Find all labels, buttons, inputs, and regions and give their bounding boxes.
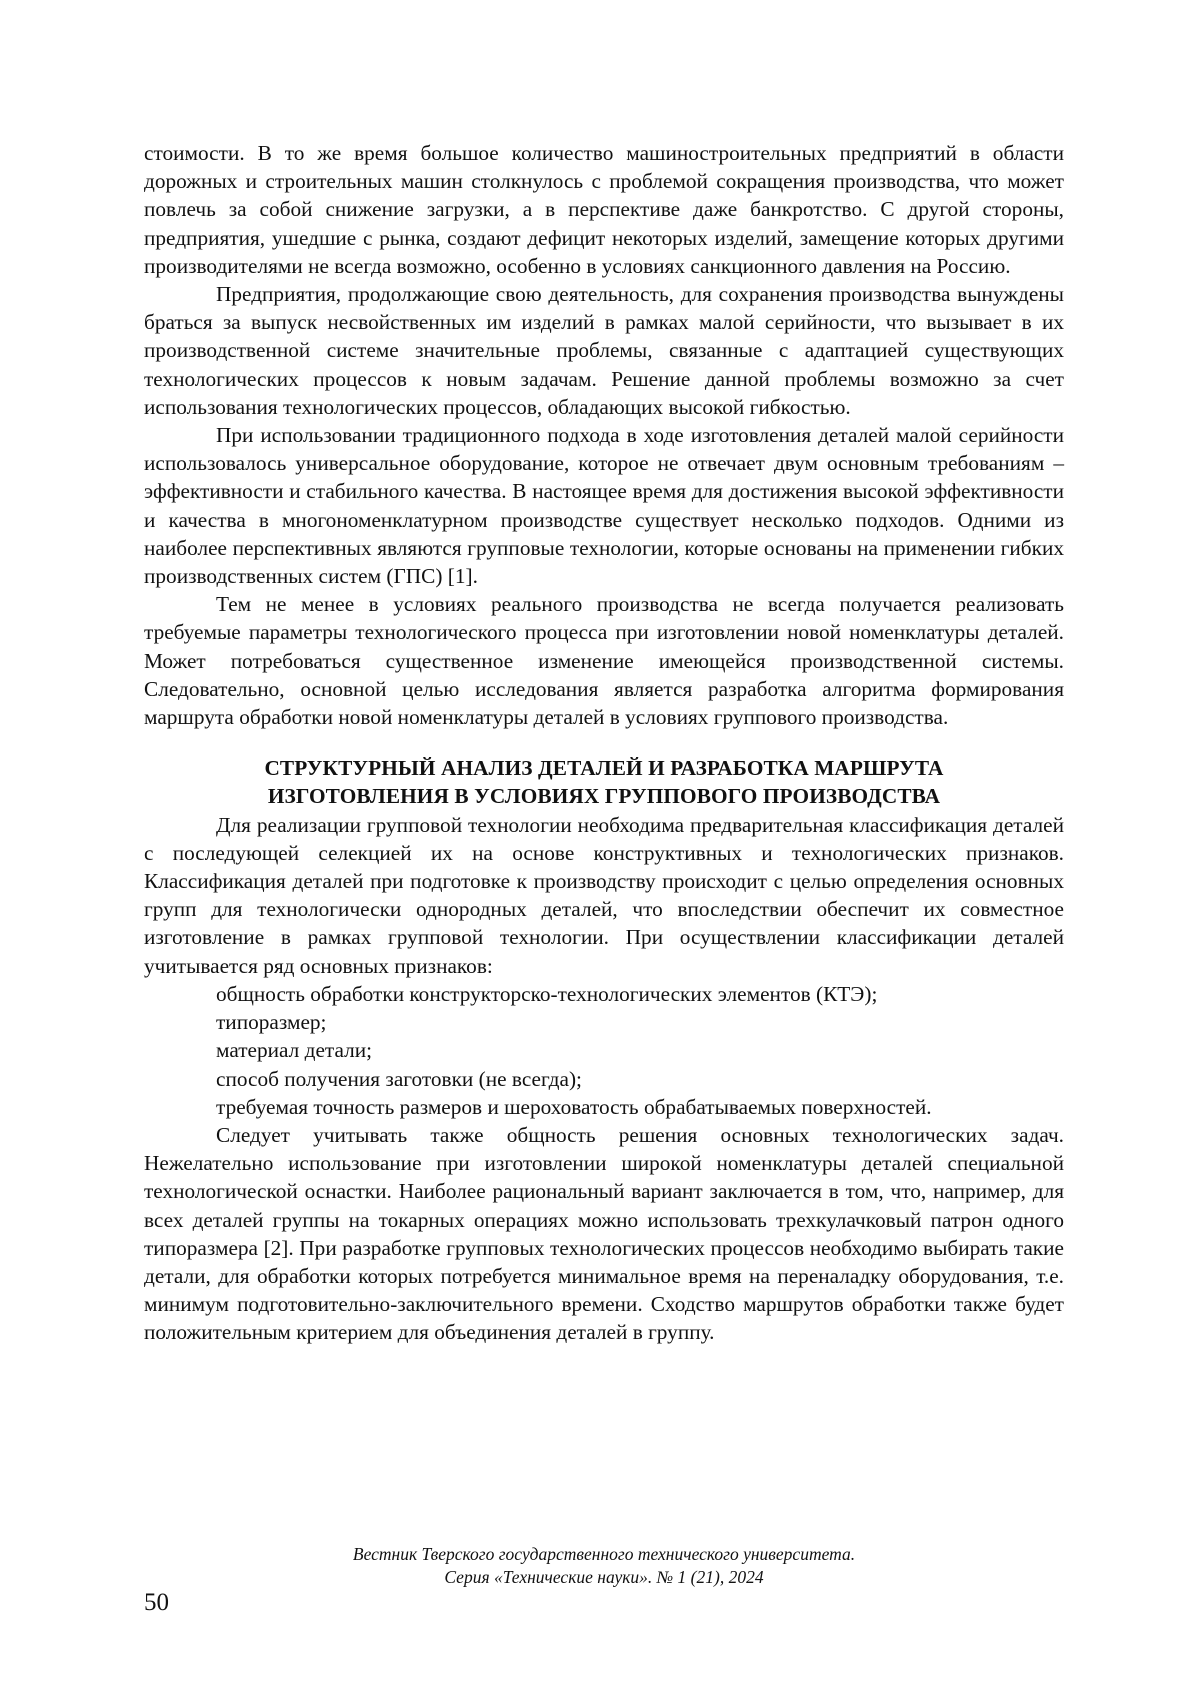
journal-series: Серия «Технические науки». № 1 (21), 2024	[444, 1567, 764, 1587]
journal-footer	[144, 1543, 1064, 1589]
feature-list	[144, 980, 1064, 1121]
section-heading-line: СТРУКТУРНЫЙ АНАЛИЗ ДЕТАЛЕЙ И РАЗРАБОТКА МАРШРУТА	[264, 756, 944, 781]
list-item: типоразмер;	[216, 1010, 327, 1035]
body-paragraph: Следует учитывать также общность решения основных технологических задач. Нежелательно использование при изготовлении широкой номенклатуры деталей специальной технологической оснастки. Наиболее рациональный вариант заключается в том, что, например, для всех деталей группы на токарных операциях можно использовать трехкулачковый патрон одного типоразмера [2]. При разработке групповых технологических процессов необходимо выбирать такие детали, для обработки которых потребуется минимальное время на переналадку оборудования, т.е. минимум подготовительно-заключительного времени. Сходство маршрутов обработки также будет положительным критерием для объединения деталей в группу.	[144, 1122, 1064, 1345]
body-paragraph: При использовании традиционного подхода в ходе изготовления деталей малой серийности использовалось универсальное оборудование, которое не отвечает двум основным требованиям – эффективности и стабильного качества. В настоящее время для достижения высокой эффективности и качества в многономенклатурном производстве существует несколько подходов. Одними из наиболее перспективных являются групповые технологии, которые основаны на применении гибких производственных систем (ГПС) [1].	[144, 423, 1064, 589]
body-paragraph: стоимости. В то же время большое количество машиностроительных предприятий в области дорожных и строительных машин столкнулось с проблемой сокращения производства, что может повлечь за собой снижение загрузки, а в перспективе даже банкротство. С другой стороны, предприятия, ушедшие с рынка, создают дефицит некоторых изделий, замещение которых другими производителями не всегда возможно, особенно в условиях санкционного давления на Россию.	[144, 141, 1064, 278]
article-body	[144, 139, 1064, 1347]
body-paragraph: Для реализации групповой технологии необходима предварительная классификация деталей с последующей селекцией их на основе конструктивных и технологических признаков. Классификация деталей при подготовке к производству происходит с целью определения основных групп для технологически однородных деталей, что впоследствии обеспечит их совместное изготовление в рамках групповой технологии. При осуществлении классификации деталей учитывается ряд основных признаков:	[144, 812, 1064, 978]
section-heading	[144, 754, 1064, 810]
section-heading-line: ИЗГОТОВЛЕНИЯ В УСЛОВИЯХ ГРУППОВОГО ПРОИЗВОДСТВА	[267, 784, 941, 809]
list-item: материал детали;	[216, 1038, 373, 1063]
page-number: 50	[144, 1589, 169, 1616]
journal-title: Вестник Тверского государственного технического университета.	[352, 1544, 856, 1564]
list-item: требуемая точность размеров и шероховатость обрабатываемых поверхностей.	[216, 1094, 932, 1119]
list-item: способ получения заготовки (не всегда);	[216, 1066, 582, 1091]
body-paragraph: Предприятия, продолжающие свою деятельность, для сохранения производства вынуждены браться за выпуск несвойственных им изделий в рамках малой серийности, что вызывает в их производственной системе значительные проблемы, связанные с адаптацией существующих технологических процессов к новым задачам. Решение данной проблемы возможно за счет использования технологических процессов, обладающих высокой гибкостью.	[144, 282, 1064, 419]
body-paragraph: Тем не менее в условиях реального производства не всегда получается реализовать требуемые параметры технологического процесса при изготовлении новой номенклатуры деталей. Может потребоваться существенное изменение имеющейся производственной системы. Следовательно, основной целью исследования является разработка алгоритма формирования маршрута обработки новой номенклатуры деталей в условиях группового производства.	[144, 592, 1064, 730]
list-item: общность обработки конструкторско-технологических элементов (КТЭ);	[216, 981, 878, 1006]
